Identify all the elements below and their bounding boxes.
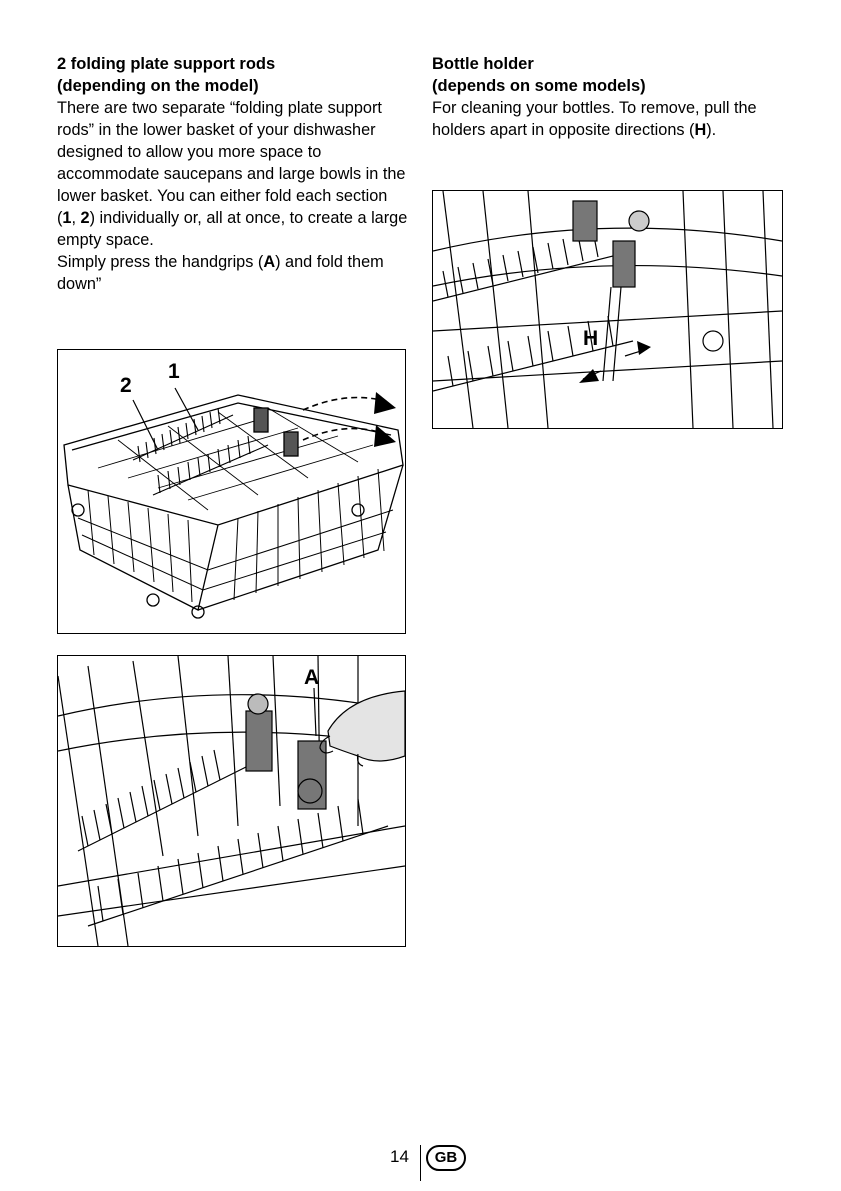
callout-h: H — [583, 327, 599, 350]
footer-divider — [420, 1145, 421, 1181]
folding-rods-description: There are two separate “folding plate support rods” in the lower basket of your dishwasher designed to allow you more space to accommodate saucepans and large bowls in the lower basket. You can either fold each section (1, 2) individually or, all at once, to create a large empty space. — [57, 99, 408, 249]
handgrip-figure — [57, 655, 406, 947]
page-number: 14 — [390, 1147, 409, 1166]
bottle-holder-description: For cleaning your bottles. To remove, pull the holders apart in opposite directions (H). — [432, 99, 757, 139]
lower-basket-figure — [57, 349, 406, 634]
language-badge: GB — [426, 1145, 466, 1171]
callout-a: A — [304, 666, 320, 689]
bottle-holder-heading: Bottle holder (depends on some models) — [432, 55, 646, 95]
folding-rods-heading: 2 folding plate support rods (depending on the model) — [57, 55, 276, 95]
callout-1: 1 — [168, 360, 180, 383]
bottle-holder-figure — [432, 190, 783, 429]
handgrip-illustration — [58, 656, 405, 946]
bottle-holder-illustration — [433, 191, 782, 428]
left-column — [57, 53, 409, 295]
folding-rods-instruction: Simply press the handgrips (A) and fold them down” — [57, 253, 384, 293]
right-column — [432, 53, 788, 141]
lower-basket-illustration — [58, 350, 405, 633]
callout-2: 2 — [120, 374, 132, 397]
